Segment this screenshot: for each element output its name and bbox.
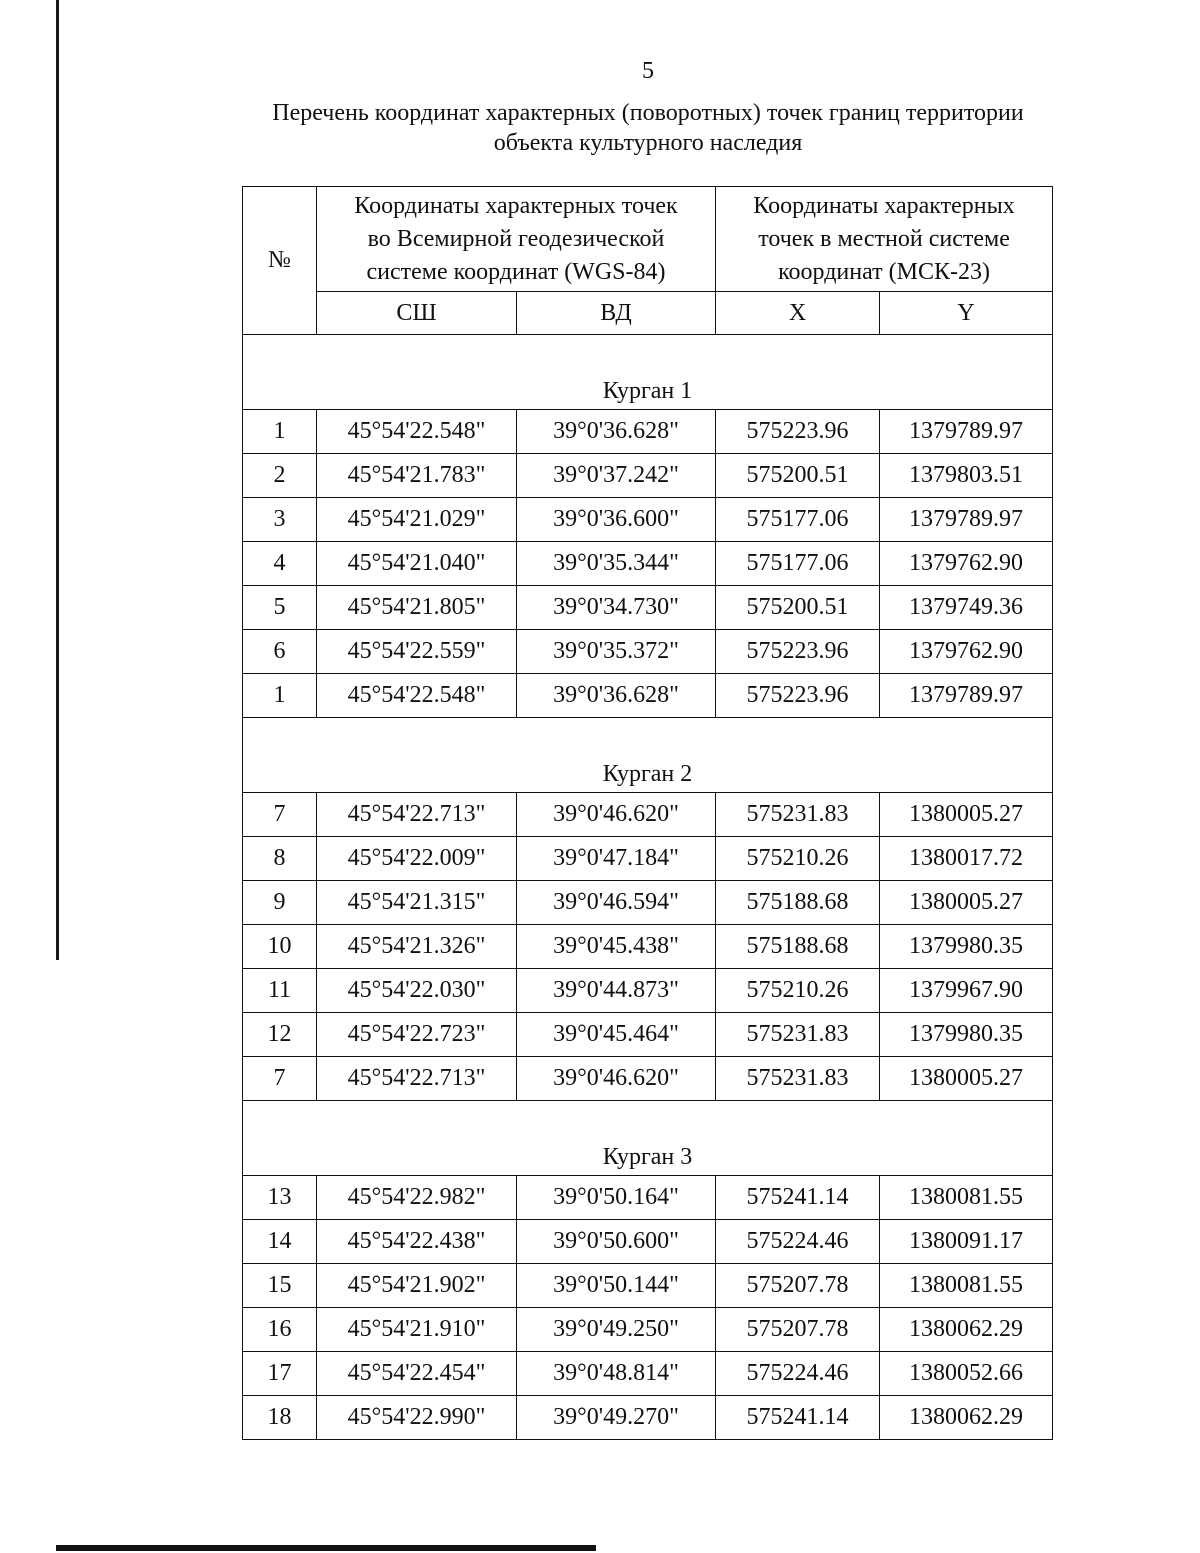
table-row (243, 454, 1053, 498)
cell-point-number: 3 (243, 498, 317, 542)
cell-latitude: 45°54'21.902" (317, 1264, 517, 1308)
cell-point-number: 17 (243, 1352, 317, 1396)
cell-latitude: 45°54'21.315" (317, 881, 517, 925)
cell-point-number: 7 (243, 793, 317, 837)
cell-longitude: 39°0'37.242" (517, 454, 716, 498)
table-row (243, 1352, 1053, 1396)
header-line: Координаты характерных точек (354, 192, 678, 219)
table-row (243, 586, 1053, 630)
column-header-latitude: СШ (317, 292, 517, 335)
section-row (243, 718, 1053, 793)
cell-latitude: 45°54'22.713" (317, 1057, 517, 1101)
cell-y: 1379980.35 (880, 925, 1053, 969)
cell-latitude: 45°54'21.326" (317, 925, 517, 969)
cell-x: 575210.26 (716, 969, 880, 1013)
document-title-line: Перечень координат характерных (поворотных) точек границ территории (272, 100, 1024, 126)
cell-latitude: 45°54'21.910" (317, 1308, 517, 1352)
table-row (243, 410, 1053, 454)
cell-x: 575231.83 (716, 793, 880, 837)
cell-point-number: 9 (243, 881, 317, 925)
section-title: Курган 3 (243, 1101, 1053, 1176)
column-group-header-wgs84 (317, 187, 716, 292)
cell-longitude: 39°0'49.270" (517, 1396, 716, 1440)
cell-point-number: 1 (243, 410, 317, 454)
cell-y: 1380062.29 (880, 1308, 1053, 1352)
section-title: Курган 1 (243, 335, 1053, 410)
table-row (243, 1176, 1053, 1220)
header-line: точек в местной системе (758, 225, 1010, 252)
cell-x: 575200.51 (716, 454, 880, 498)
cell-y: 1380005.27 (880, 1057, 1053, 1101)
document-title-line: объекта культурного наследия (493, 130, 803, 156)
cell-longitude: 39°0'45.438" (517, 925, 716, 969)
cell-point-number: 6 (243, 630, 317, 674)
cell-y: 1379803.51 (880, 454, 1053, 498)
cell-point-number: 18 (243, 1396, 317, 1440)
header-line: координат (МСК-23) (778, 258, 990, 285)
cell-latitude: 45°54'22.990" (317, 1396, 517, 1440)
cell-latitude: 45°54'22.030" (317, 969, 517, 1013)
cell-point-number: 10 (243, 925, 317, 969)
cell-y: 1379789.97 (880, 410, 1053, 454)
cell-latitude: 45°54'22.438" (317, 1220, 517, 1264)
cell-point-number: 7 (243, 1057, 317, 1101)
cell-longitude: 39°0'46.594" (517, 881, 716, 925)
cell-longitude: 39°0'48.814" (517, 1352, 716, 1396)
document-title (200, 98, 1096, 158)
cell-longitude: 39°0'46.620" (517, 793, 716, 837)
cell-y: 1379789.97 (880, 498, 1053, 542)
header-line: во Всемирной геодезической (367, 225, 665, 252)
cell-y: 1380081.55 (880, 1264, 1053, 1308)
cell-y: 1380062.29 (880, 1396, 1053, 1440)
section-row (243, 1101, 1053, 1176)
table-row (243, 881, 1053, 925)
cell-longitude: 39°0'50.600" (517, 1220, 716, 1264)
cell-longitude: 39°0'35.372" (517, 630, 716, 674)
cell-longitude: 39°0'50.144" (517, 1264, 716, 1308)
column-header-longitude: ВД (517, 292, 716, 335)
table-body (243, 335, 1053, 1440)
bottom-rule (56, 1545, 596, 1551)
cell-longitude: 39°0'44.873" (517, 969, 716, 1013)
cell-latitude: 45°54'21.805" (317, 586, 517, 630)
cell-longitude: 39°0'49.250" (517, 1308, 716, 1352)
cell-x: 575224.46 (716, 1352, 880, 1396)
cell-point-number: 1 (243, 674, 317, 718)
cell-longitude: 39°0'36.628" (517, 410, 716, 454)
cell-x: 575188.68 (716, 881, 880, 925)
cell-longitude: 39°0'45.464" (517, 1013, 716, 1057)
cell-longitude: 39°0'36.628" (517, 674, 716, 718)
table-row (243, 1264, 1053, 1308)
cell-point-number: 15 (243, 1264, 317, 1308)
cell-point-number: 14 (243, 1220, 317, 1264)
cell-y: 1380052.66 (880, 1352, 1053, 1396)
cell-y: 1379789.97 (880, 674, 1053, 718)
column-header-y: Y (880, 292, 1053, 335)
cell-latitude: 45°54'22.548" (317, 674, 517, 718)
header-line: Координаты характерных (753, 192, 1015, 219)
column-header-x: X (716, 292, 880, 335)
cell-point-number: 11 (243, 969, 317, 1013)
table-row (243, 1057, 1053, 1101)
cell-y: 1380091.17 (880, 1220, 1053, 1264)
cell-longitude: 39°0'35.344" (517, 542, 716, 586)
cell-x: 575223.96 (716, 674, 880, 718)
cell-x: 575231.83 (716, 1057, 880, 1101)
cell-point-number: 8 (243, 837, 317, 881)
column-group-header-msk23 (716, 187, 1053, 292)
cell-latitude: 45°54'21.783" (317, 454, 517, 498)
cell-x: 575200.51 (716, 586, 880, 630)
cell-longitude: 39°0'46.620" (517, 1057, 716, 1101)
cell-x: 575207.78 (716, 1264, 880, 1308)
page-number: 5 (642, 58, 654, 84)
table-row (243, 925, 1053, 969)
cell-latitude: 45°54'22.713" (317, 793, 517, 837)
cell-point-number: 12 (243, 1013, 317, 1057)
table-row (243, 542, 1053, 586)
cell-x: 575188.68 (716, 925, 880, 969)
table-row (243, 1396, 1053, 1440)
cell-x: 575241.14 (716, 1176, 880, 1220)
cell-y: 1380005.27 (880, 881, 1053, 925)
cell-x: 575177.06 (716, 498, 880, 542)
cell-latitude: 45°54'22.454" (317, 1352, 517, 1396)
cell-latitude: 45°54'22.548" (317, 410, 517, 454)
cell-y: 1379749.36 (880, 586, 1053, 630)
cell-latitude: 45°54'22.982" (317, 1176, 517, 1220)
table-row (243, 969, 1053, 1013)
left-margin-line (56, 0, 59, 960)
column-header-number: № (243, 187, 317, 335)
table-row (243, 498, 1053, 542)
cell-longitude: 39°0'47.184" (517, 837, 716, 881)
cell-x: 575207.78 (716, 1308, 880, 1352)
cell-latitude: 45°54'22.009" (317, 837, 517, 881)
cell-x: 575241.14 (716, 1396, 880, 1440)
header-line: системе координат (WGS-84) (366, 258, 666, 285)
cell-x: 575231.83 (716, 1013, 880, 1057)
cell-longitude: 39°0'50.164" (517, 1176, 716, 1220)
table-row (243, 837, 1053, 881)
cell-latitude: 45°54'21.029" (317, 498, 517, 542)
table-row (243, 1220, 1053, 1264)
cell-point-number: 5 (243, 586, 317, 630)
cell-longitude: 39°0'34.730" (517, 586, 716, 630)
table-row (243, 674, 1053, 718)
cell-x: 575210.26 (716, 837, 880, 881)
cell-x: 575223.96 (716, 630, 880, 674)
cell-latitude: 45°54'21.040" (317, 542, 517, 586)
section-title: Курган 2 (243, 718, 1053, 793)
cell-x: 575224.46 (716, 1220, 880, 1264)
cell-y: 1379967.90 (880, 969, 1053, 1013)
table-row (243, 630, 1053, 674)
cell-y: 1380081.55 (880, 1176, 1053, 1220)
table-row (243, 1013, 1053, 1057)
cell-x: 575177.06 (716, 542, 880, 586)
cell-latitude: 45°54'22.559" (317, 630, 517, 674)
table-row (243, 1308, 1053, 1352)
cell-point-number: 13 (243, 1176, 317, 1220)
section-row (243, 335, 1053, 410)
cell-y: 1379980.35 (880, 1013, 1053, 1057)
cell-y: 1380017.72 (880, 837, 1053, 881)
cell-point-number: 4 (243, 542, 317, 586)
table-row (243, 793, 1053, 837)
coordinates-table (242, 186, 1053, 1440)
cell-latitude: 45°54'22.723" (317, 1013, 517, 1057)
cell-y: 1380005.27 (880, 793, 1053, 837)
cell-y: 1379762.90 (880, 542, 1053, 586)
cell-x: 575223.96 (716, 410, 880, 454)
cell-longitude: 39°0'36.600" (517, 498, 716, 542)
cell-y: 1379762.90 (880, 630, 1053, 674)
cell-point-number: 16 (243, 1308, 317, 1352)
cell-point-number: 2 (243, 454, 317, 498)
